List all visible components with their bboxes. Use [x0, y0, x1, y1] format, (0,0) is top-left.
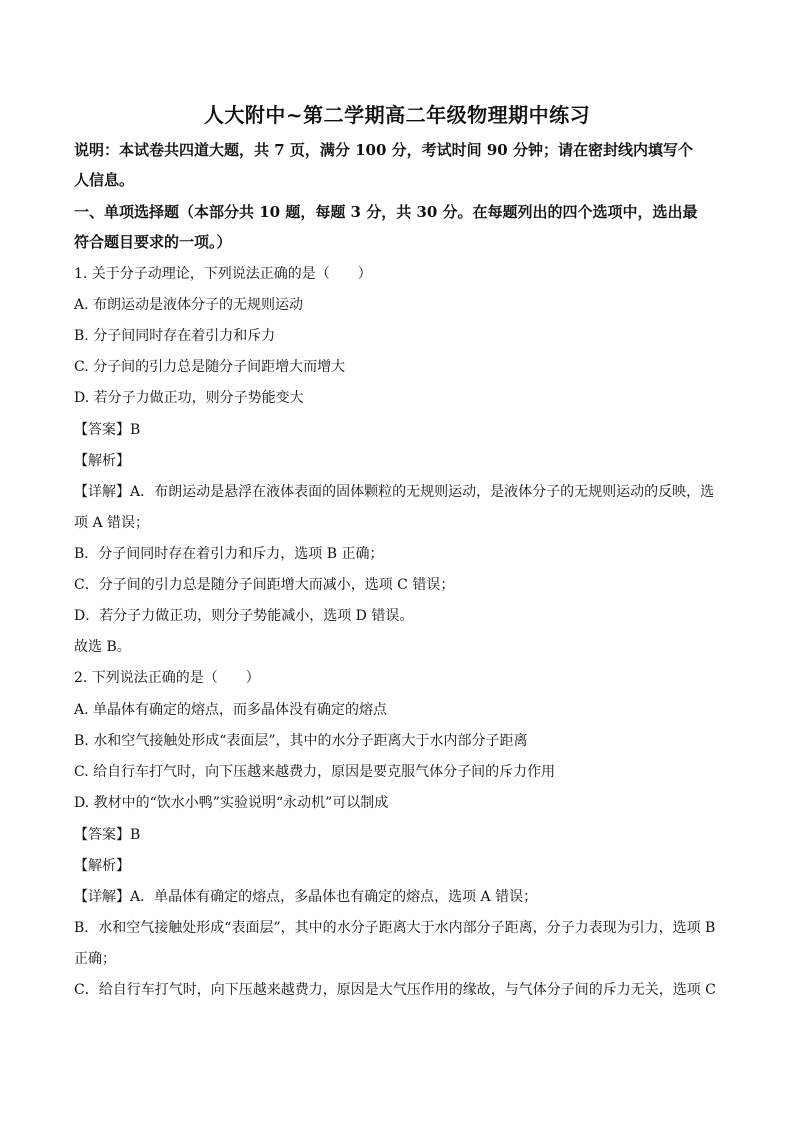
q2-detail-line-3: 正确；: [74, 951, 116, 967]
q1-stem: 1. 关于分子动理论，下列说法正确的是（ ）: [74, 266, 372, 282]
q2-option-c: C. 给自行车打气时，向下压越来越费力，原因是要克服气体分子间的斥力作用: [74, 764, 556, 780]
q1-option-d: D. 若分子力做正功，则分子势能变大: [74, 390, 304, 406]
q1-answer: 【答案】B: [74, 422, 141, 438]
q2-analysis-label: 【解析】: [74, 858, 130, 874]
page-title: 人大附中~第二学期高二年级物理期中练习: [203, 103, 591, 127]
q2-option-a: A. 单晶体有确定的熔点，而多晶体没有确定的熔点: [74, 702, 388, 718]
q1-option-c: C. 分子间的引力总是随分子间距增大而增大: [74, 359, 346, 375]
section-heading-line-1: 一、单项选择题（本部分共 10 题，每题 3 分，共 30 分。在每题列出的四个选项中，选出最: [74, 203, 698, 221]
q1-option-b: B. 分子间同时存在着引力和斥力: [74, 328, 276, 344]
section-heading-line-2: 符合题目要求的一项。）: [74, 233, 232, 251]
q2-detail-line-2: B．水和空气接触处形成“表面层”，其中的水分子距离大于水内部分子距离，分子力表现为引力，选项 B: [74, 920, 716, 936]
q2-detail-line-1: 【详解】A．单晶体有确定的熔点，多晶体也有确定的熔点，选项 A 错误；: [74, 889, 538, 905]
q1-detail-line-2: 项 A 错误；: [74, 515, 150, 531]
q2-answer: 【答案】B: [74, 827, 141, 843]
instructions-line-2: 人信息。: [74, 171, 135, 189]
q2-detail-line-4: C．给自行车打气时，向下压越来越费力，原因是大气压作用的缘故，与气体分子间的斥力无关，选项 C: [74, 982, 716, 998]
q1-detail-line-4: C．分子间的引力总是随分子间距增大而减小，选项 C 错误；: [74, 577, 455, 593]
q1-detail-line-1: 【详解】A．布朗运动是悬浮在液体表面的固体颗粒的无规则运动，是液体分子的无规则运动的反映，选: [74, 484, 715, 500]
q1-option-a: A. 布朗运动是液体分子的无规则运动: [74, 297, 304, 313]
q1-detail-line-6: 故选 B。: [74, 639, 131, 655]
q1-analysis-label: 【解析】: [74, 453, 130, 469]
q1-detail-line-3: B．分子间同时存在着引力和斥力，选项 B 正确；: [74, 546, 384, 562]
q2-option-b: B. 水和空气接触处形成“表面层”，其中的水分子距离大于水内部分子距离: [74, 733, 528, 749]
q2-stem: 2. 下列说法正确的是（ ）: [74, 670, 260, 686]
instructions-line-1: 说明：本试卷共四道大题，共 7 页，满分 100 分，考试时间 90 分钟；请在密封线内填写个: [74, 141, 693, 159]
q2-option-d: D. 教材中的“饮水小鸭”实验说明“永动机”可以制成: [74, 795, 389, 811]
q1-detail-line-5: D．若分子力做正功，则分子势能减小，选项 D 错误。: [74, 608, 414, 624]
